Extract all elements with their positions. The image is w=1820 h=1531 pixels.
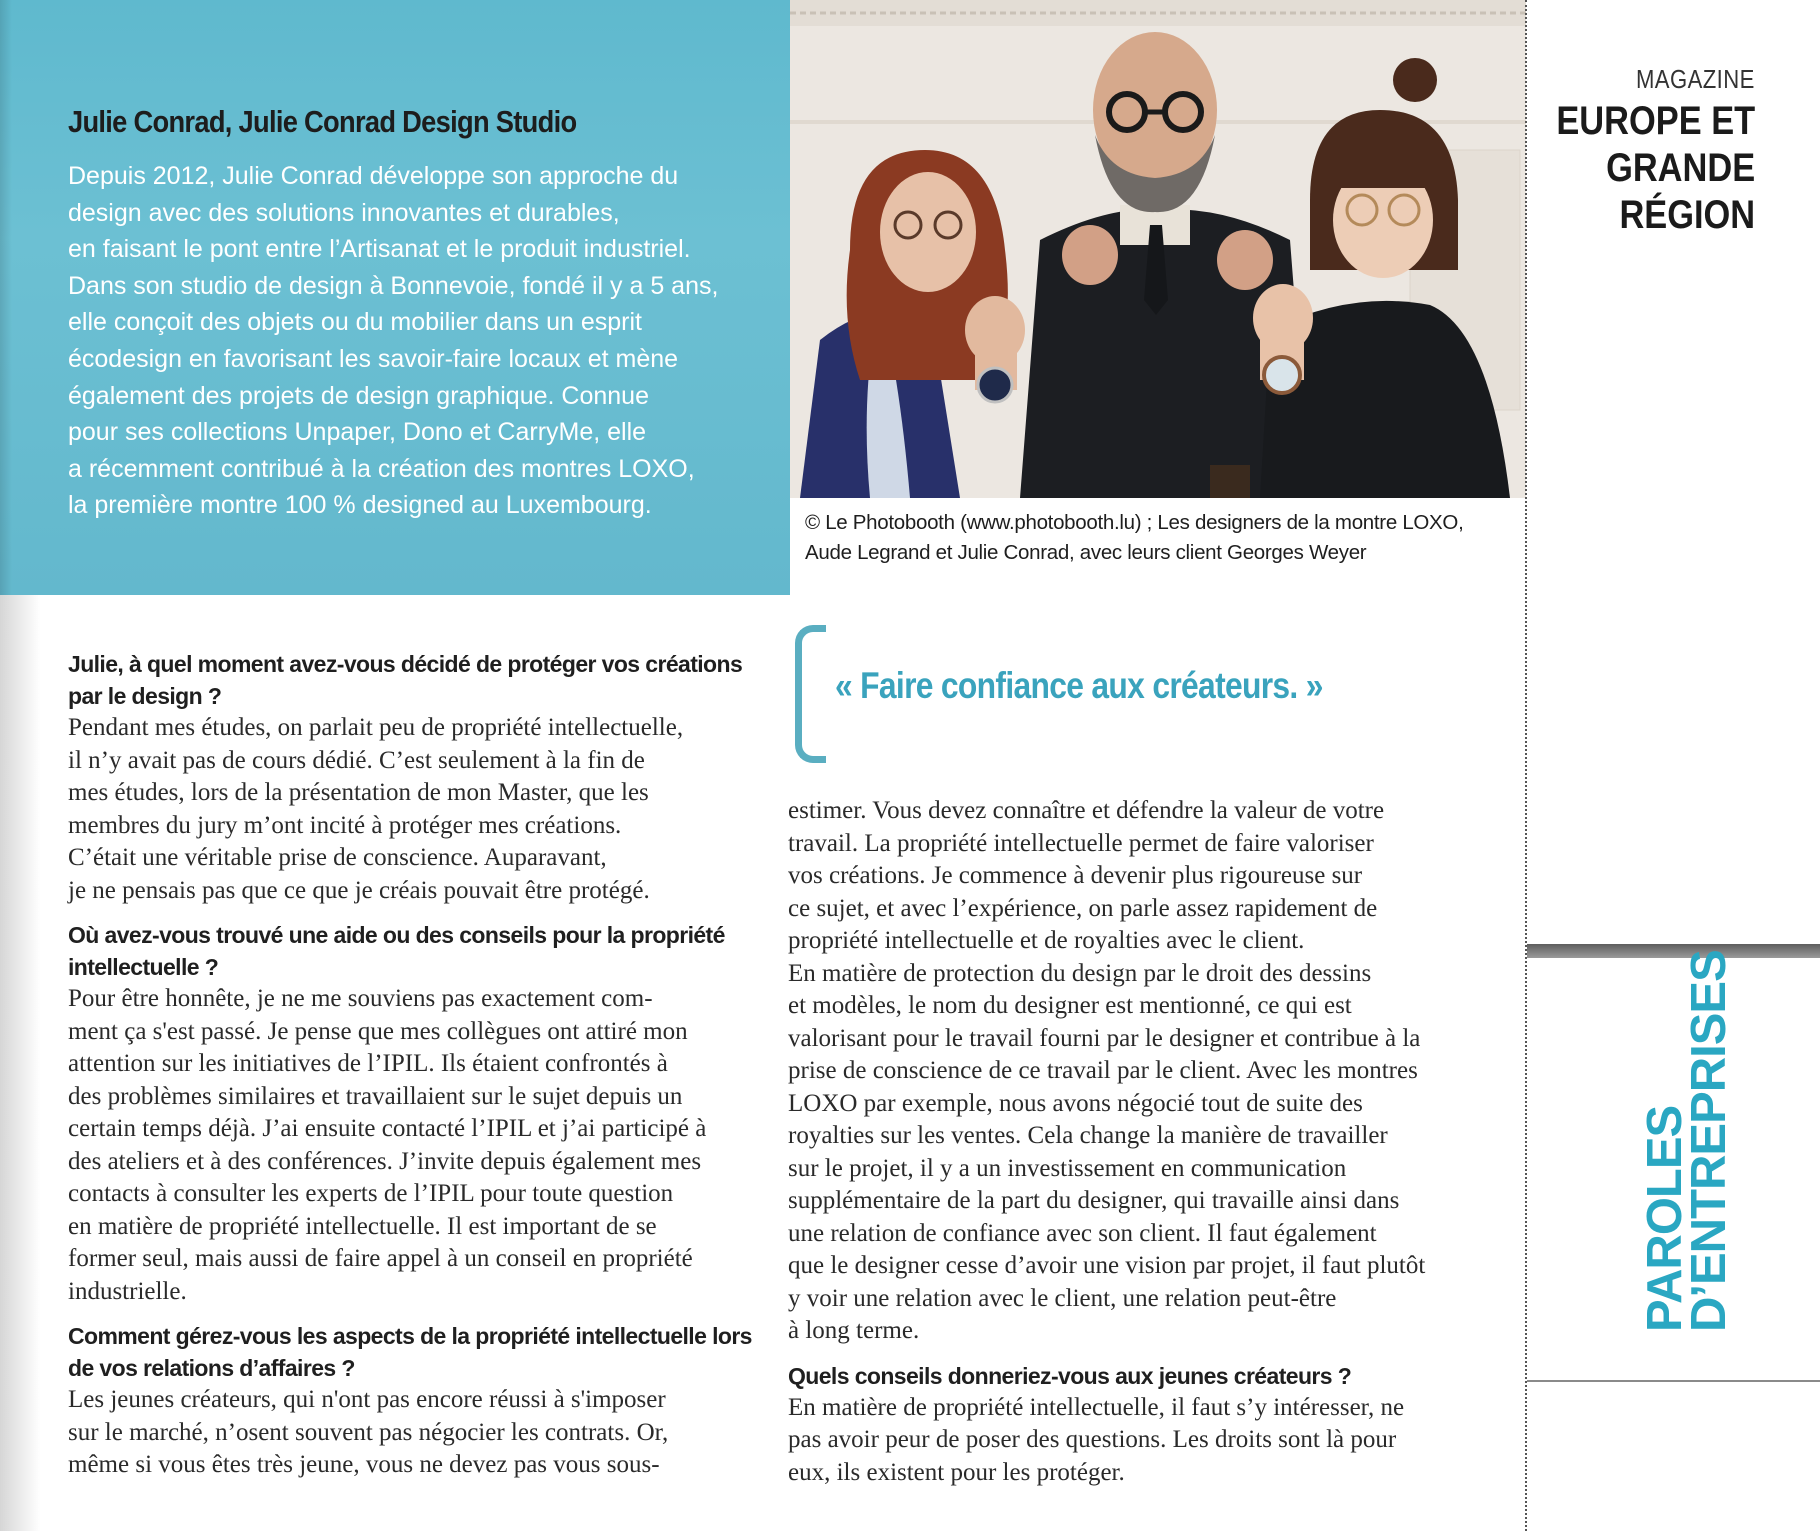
section-label-line: D’ENTREPRISES [1682,950,1736,1332]
answer-line: LOXO par exemple, nous avons négocié tout de suite des [788,1089,1363,1117]
article-column-left [68,648,752,1482]
answer-line: certain temps déjà. J’ai ensuite contacté l’IPIL et j’ai participé à [68,1115,707,1142]
answer-line: Pour être honnête, je ne me souviens pas exactement com- [68,985,653,1012]
answer-line: sur le projet, il y a un investissement en communication [788,1154,1347,1182]
question-4 [788,1360,1488,1392]
magazine-title [1556,98,1755,239]
answer-4 [788,1392,1488,1490]
magazine-title-line: EUROPE ET [1556,99,1755,143]
answer-line: des problèmes similaires et travaillaient sur le sujet depuis un [68,1082,683,1110]
answer-3 [68,1384,748,1482]
answer-line: même si vous êtes très jeune, vous ne devez pas vous sous- [68,1451,660,1478]
answer-line: et modèles, le nom du designer est mentionné, ce qui est [788,992,1352,1019]
answer-line: en matière de propriété intellectuelle. Il est important de se [68,1212,657,1240]
answer-line: propriété intellectuelle et de royalties avec le client. [788,927,1305,954]
question-line: par le design ? [68,683,222,709]
answer-line: à long terme. [788,1317,920,1344]
answer-line: supplémentaire de la part du designer, qui travaille ainsi dans [788,1187,1400,1214]
answer-line: contacts à consulter les experts de l’IPIL pour toute question [68,1180,674,1207]
answer-line: Pendant mes études, on parlait peu de propriété intellectuelle, [68,714,684,741]
section-label [1638,950,1736,1332]
intro-line: en faisant le pont entre l’Artisanat et le produit industriel. [68,235,691,264]
answer-line: former seul, mais aussi de faire appel à un conseil en propriété [68,1245,693,1272]
designers-photo-illustration [790,0,1526,498]
designers-photo [790,0,1526,498]
answer-line: ce sujet, et avec l’expérience, on parle assez rapidement de [788,894,1378,922]
answer-line: vos créations. Je commence à devenir plus rigoureuse sur [788,862,1363,889]
article-column-right [788,795,1488,1489]
photo-caption [805,508,1525,568]
question-line: Quels conseils donneriez-vous aux jeunes créateurs ? [788,1362,1352,1389]
answer-line: il n’y avait pas de cours dédié. C’est seulement à la fin de [68,746,645,774]
answer-line: prise de conscience de ce travail par le client. Avec les montres [788,1057,1418,1084]
answer-line: En matière de propriété intellectuelle, il faut s’y intéresser, ne [788,1393,1405,1421]
answer-line: mes études, lors de la présentation de mon Master, que les [68,779,649,806]
magazine-label: MAGAZINE [1636,64,1755,94]
answer-line: ment ça s'est passé. Je pense que mes collègues ont attiré mon [68,1017,688,1045]
caption-line: Aude Legrand et Julie Conrad, avec leurs client Georges Weyer [805,541,1367,564]
question-line: Où avez-vous trouvé une aide ou des conseils pour la propriété [68,922,725,948]
question-line: de vos relations d’affaires ? [68,1355,355,1381]
intro-paragraph [68,158,788,524]
answer-3-continued [788,795,1488,1348]
column-divider-dotted [1525,0,1527,1531]
caption-line: © Le Photobooth (www.photobooth.lu) ; Les designers de la montre LOXO, [805,511,1464,534]
answer-line: je ne pensais pas que ce que je créais pouvait être protégé. [68,876,650,904]
answer-line: une relation de confiance avec son client. Il faut également [788,1219,1377,1247]
answer-line: valorisant pour le travail fourni par le designer et contribue à la [788,1024,1421,1052]
answer-2 [68,983,748,1308]
question-2 [68,919,748,983]
intro-box-edge [0,0,12,595]
intro-line: Depuis 2012, Julie Conrad développe son approche du [68,162,679,190]
answer-line: y voir une relation avec le client, une relation peut-être [788,1284,1337,1312]
answer-line: eux, ils existent pour les protéger. [788,1458,1125,1486]
intro-line: la première montre 100 % designed au Luxembourg. [68,491,652,520]
sidebar-bottom-rule [1527,1380,1820,1382]
intro-line: également des projets de design graphique. Connue [68,381,649,410]
question-3 [68,1320,752,1384]
question-line: Comment gérez-vous les aspects de la propriété intellectuelle lors [68,1323,752,1349]
section-label-line: PAROLES [1638,1105,1692,1332]
answer-line: sur le marché, n’osent souvent pas négocier les contrats. Or, [68,1418,669,1446]
answer-line: des ateliers et à des conférences. J’invite depuis également mes [68,1147,702,1175]
answer-line: pas avoir peur de poser des questions. Les droits sont là pour [788,1426,1397,1453]
question-line: intellectuelle ? [68,954,219,980]
intro-line: Dans son studio de design à Bonnevoie, fondé il y a 5 ans, [68,271,719,300]
answer-line: membres du jury m’ont incité à protéger mes créations. [68,811,622,839]
answer-line: travail. La propriété intellectuelle permet de faire valoriser [788,829,1374,857]
answer-line: industrielle. [68,1277,187,1305]
answer-line: attention sur les initiatives de l’IPIL. Ils étaient confrontés à [68,1050,668,1077]
answer-1 [68,712,748,907]
pull-quote-bracket [795,625,826,763]
answer-line: que le designer cesse d’avoir une vision par projet, il faut plutôt [788,1252,1426,1279]
intro-line: pour ses collections Unpaper, Dono et CarryMe, elle [68,418,647,447]
answer-line: En matière de protection du design par le droit des dessins [788,959,1372,987]
answer-line: C’était une véritable prise de conscience. Auparavant, [68,844,607,871]
magazine-title-line: RÉGION [1619,193,1755,237]
answer-line: Les jeunes créateurs, qui n'ont pas encore réussi à s'imposer [68,1386,666,1413]
intro-line: elle conçoit des objets ou du mobilier dans un esprit [68,308,642,337]
intro-line: a récemment contribué à la création des montres LOXO, [68,454,695,483]
answer-line: royalties sur les ventes. Cela change la manière de travailler [788,1122,1388,1149]
question-1 [68,648,748,712]
intro-title: Julie Conrad, Julie Conrad Design Studio [68,104,577,139]
intro-line: écodesign en favorisant les savoir-faire locaux et mène [68,344,679,373]
page-gutter-shadow [0,595,40,1531]
intro-line: design avec des solutions innovantes et durables, [68,198,620,227]
pull-quote: « Faire confiance aux créateurs. » [835,665,1323,706]
answer-line: estimer. Vous devez connaître et défendre la valeur de votre [788,797,1385,824]
magazine-title-line: GRANDE [1605,146,1755,190]
question-line: Julie, à quel moment avez-vous décidé de protéger vos créations [68,651,743,677]
intro-box [0,0,790,595]
